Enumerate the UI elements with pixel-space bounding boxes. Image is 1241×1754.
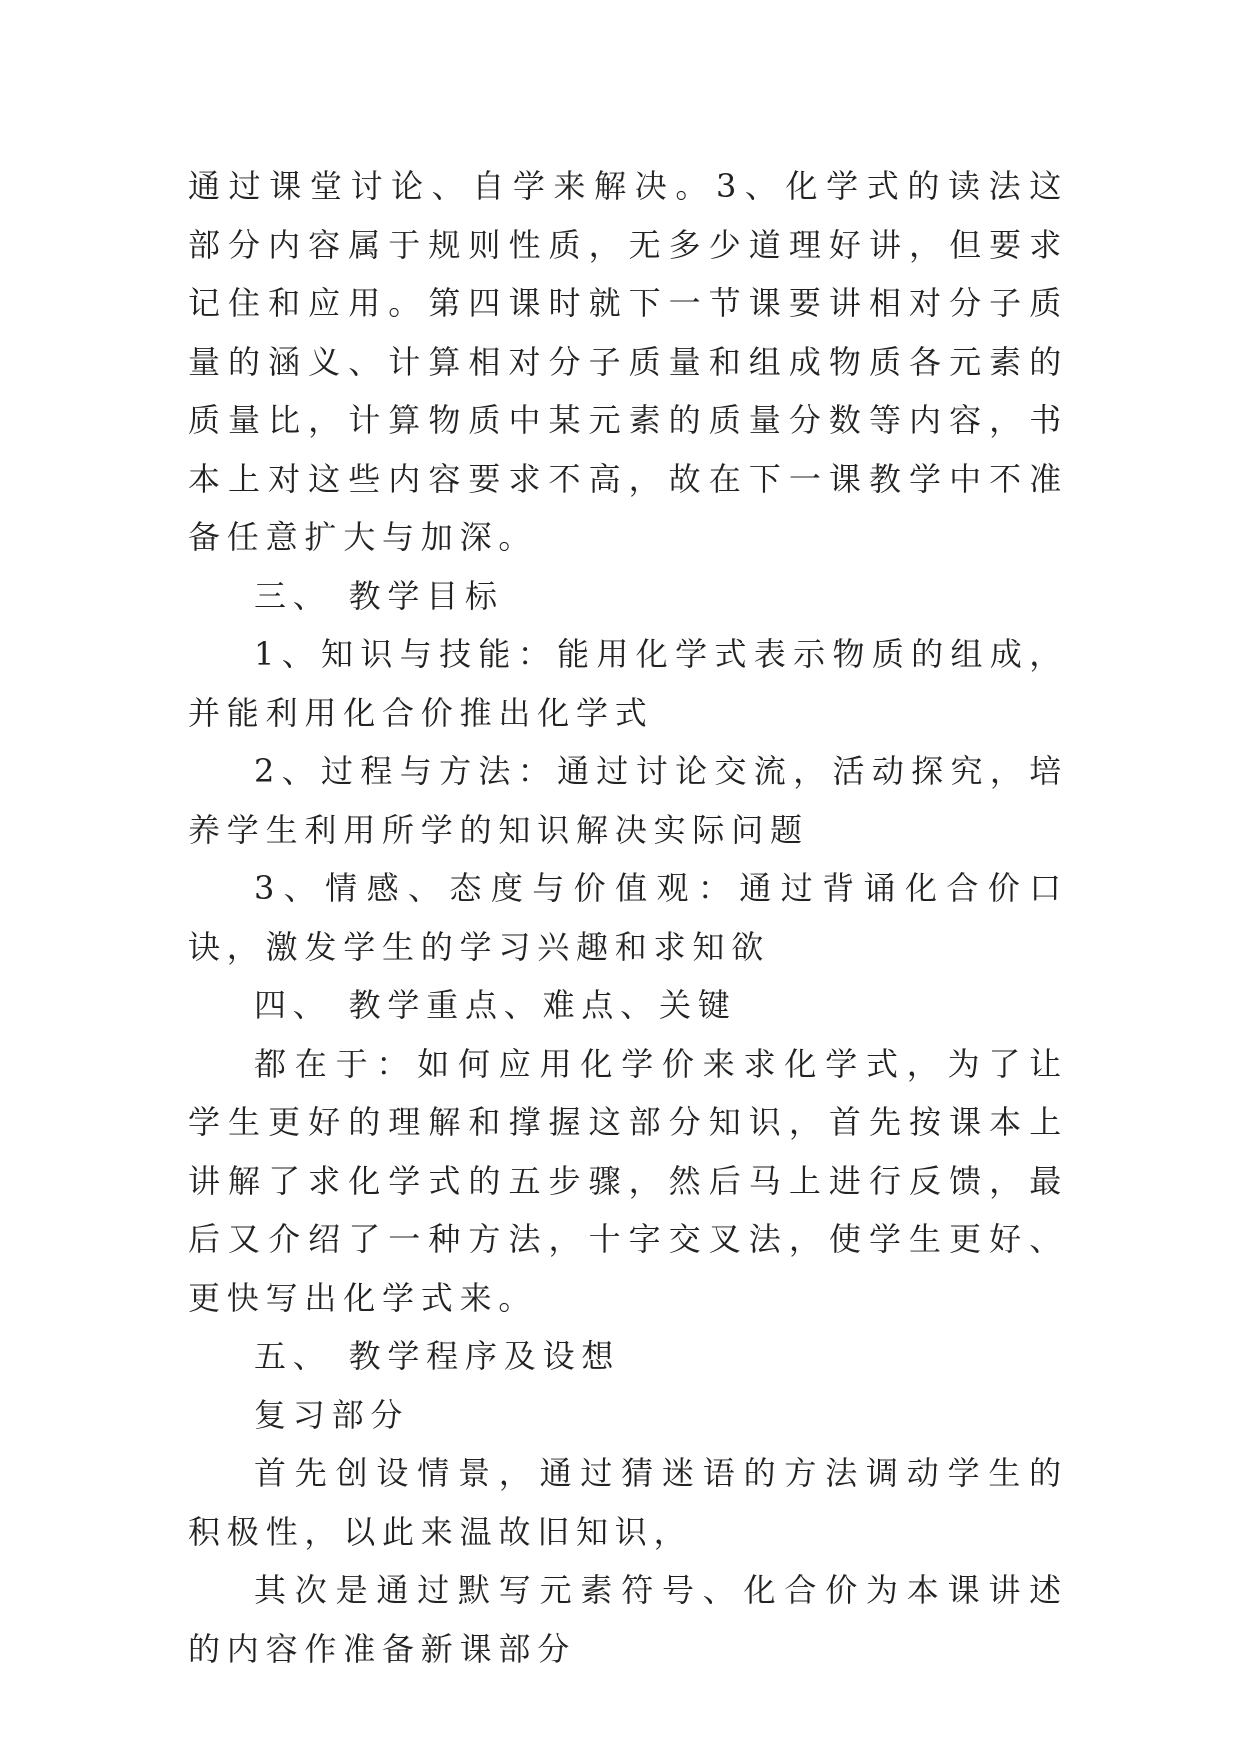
review-paragraph-first: 首先创设情景，通过猜迷语的方法调动学生的积极性，以此来温故旧知识， [188, 1454, 1068, 1551]
section-heading-key-points: 四、 教学重点、难点、关键 [254, 986, 737, 1024]
objective-process: 2、过程与方法：通过讨论交流，活动探究，培养学生利用所学的知识解决实际问题 [188, 752, 1068, 849]
objective-emotion: 3、情感、态度与价值观：通过背诵化合价口诀，激发学生的学习兴趣和求知欲 [188, 869, 1068, 966]
section-heading-procedure: 五、 教学程序及设想 [254, 1337, 621, 1375]
document-body [188, 157, 1068, 1678]
key-points-paragraph: 都在于：如何应用化学价来求化学式，为了让学生更好的理解和撑握这部分知识，首先按课本上讲解了求化学式的五步骤，然后马上进行反馈，最后又介绍了一种方法，十字交叉法，使学生更好、更快写出化学式来。 [188, 1044, 1068, 1317]
section-heading-objectives: 三、 教学目标 [254, 576, 504, 615]
objective-knowledge: 1、知识与技能：能用化学式表示物质的组成，并能利用化合价推出化学式 [188, 635, 1068, 732]
subheading-review: 复习部分 [254, 1395, 410, 1434]
paragraph-continuation: 通过课堂讨论、自学来解决。3、化学式的读法这部分内容属于规则性质，无多少道理好讲，但要求记住和应用。第四课时就下一节课要讲相对分子质量的涵义、计算相对分子质量和组成物质各元素的质量比，计算物质中某元素的质量分数等内容，书本上对这些内容要求不高，故在下一课教学中不准备任意扩大与加深。 [188, 167, 1068, 556]
review-paragraph-second: 其次是通过默写元素符号、化合价为本课讲述的内容作准备新课部分 [188, 1571, 1068, 1668]
